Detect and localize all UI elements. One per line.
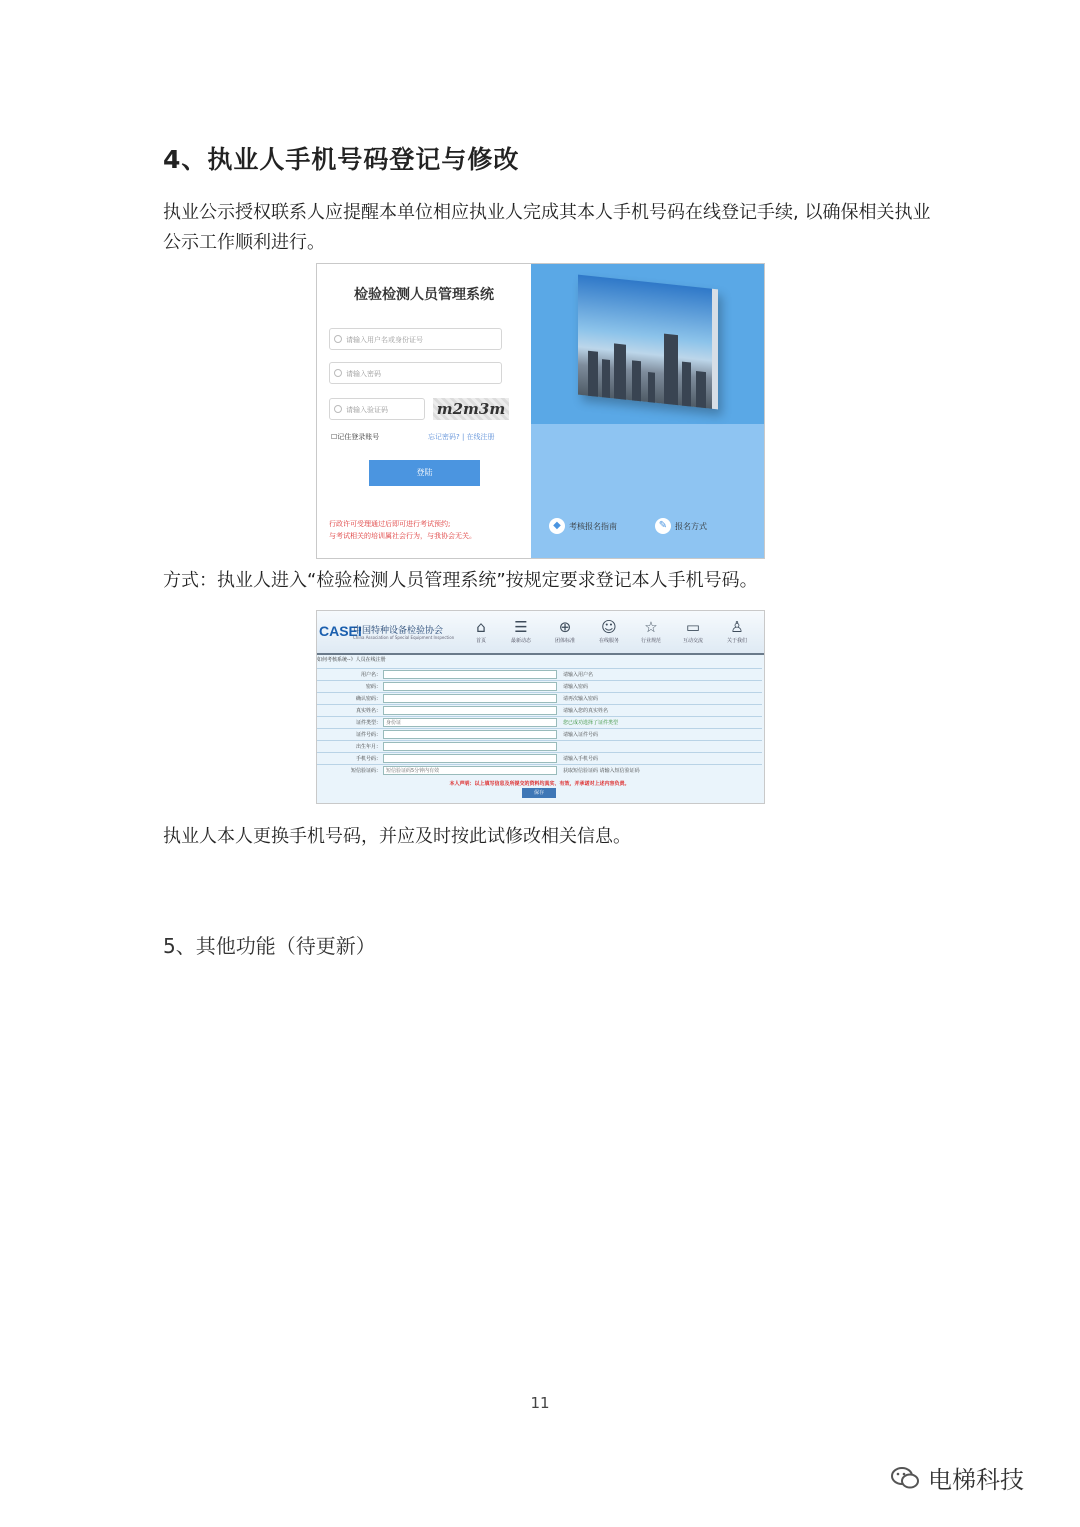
id-type-select[interactable]: 身份证 [383,718,557,727]
user-icon [334,335,342,343]
row-label: 确认密码： [355,696,381,702]
password-field[interactable] [383,682,557,691]
row-hint-success: 您已成功选择了证件类型 [563,720,619,726]
row-hint: 请输入您的真实姓名 [563,708,609,714]
intro-paragraph: 执业公示授权联系人应提醒本单位相应执业人完成其本人手机号码在线登记手续, 以确保相关执业公示工作顺利进行。 [163,202,931,253]
captcha-input[interactable] [329,398,425,420]
row-hint[interactable]: 获取短信验证码 请输入短信验证码 [563,768,640,774]
nav-news-label: 最新动态 [510,638,531,644]
row-hint: 请输入密码 [563,684,589,690]
nav-interaction-label: 互动交流 [682,638,703,644]
map-icon: ◆ [549,518,565,534]
city-skyline-image [578,275,718,410]
caption-update: 执业人本人更换手机号码，并应及时按此试修改相关信息。 [163,826,631,847]
confirm-password-field[interactable] [383,694,557,703]
nav-about-label: 关于我们 [726,638,747,644]
nav-industry-label: 行业规范 [640,638,661,644]
nav-standards-label: 团体标准 [554,638,575,644]
section-heading-5: 5、其他功能（待更新） [163,934,376,958]
id-number-field[interactable] [383,730,557,739]
form-row-sms-code [317,764,762,777]
mobile-field[interactable] [383,754,557,763]
nav-industry[interactable] [631,617,671,644]
nav-news[interactable] [501,617,541,644]
home-icon: ⌂ [476,618,486,636]
sms-code-field[interactable]: 短信验证码5分钟内有效 [383,766,557,775]
list-icon: ☰ [514,618,528,636]
notice-line-1: 行政许可受理通过后即可进行考试预约; [329,520,451,528]
shield-icon [334,405,342,413]
breadcrumb: 如何考核系统--》人员在线注册 [317,657,386,663]
exam-guide-link[interactable] [549,518,617,534]
login-screenshot [316,263,765,559]
person-add-icon: ♙ [730,618,744,636]
row-hint: 请再次输入密码 [563,696,599,702]
row-label: 真实姓名： [355,708,381,714]
registration-method-link[interactable] [655,518,707,534]
org-name-en: China Association of Special Equipment Inspection [353,635,455,640]
chat-icon: ▭ [685,618,701,636]
forgot-register-links[interactable]: 忘记密码? | 在线注册 [428,433,495,441]
pen-icon: ✎ [655,518,671,534]
org-name: 中国特种设备检验协会 [353,626,444,636]
system-title: 检验检测人员管理系统 [354,287,494,303]
password-placeholder: 请输入密码 [346,370,381,378]
nav-about[interactable] [717,617,757,644]
captcha-image[interactable]: m2m3m [433,398,509,420]
notice-line-2: 与考试相关的培训属社会行为，与我协会无关。 [329,532,476,540]
username-field[interactable] [383,670,557,679]
row-label: 证件号码： [355,732,381,738]
register-screenshot [316,610,765,804]
username-placeholder: 请输入用户名或身份证号 [346,336,423,344]
users-icon: ☺ [601,618,617,636]
row-label: 出生年月： [355,744,381,750]
save-button[interactable]: 保存 [522,788,556,798]
row-label: 用户名： [360,672,381,678]
captcha-placeholder: 请输入验证码 [346,406,388,414]
declaration: 本人声明：以上填写信息及所提交的资料均真实、有效，并承诺对上述内容负责。 [449,781,630,787]
globe-icon: ⊕ [558,618,572,636]
nav-home-label: 首页 [475,638,486,644]
row-label: 密码： [365,684,381,690]
casei-logo[interactable]: CASEI [319,623,362,639]
wechat-icon [890,1465,920,1491]
row-hint: 请输入手机号码 [563,756,599,762]
nav-online-service-label: 在线服务 [598,638,619,644]
row-label: 短信验证码： [350,768,381,774]
section-heading: 4、执业人手机号码登记与修改 [163,145,520,174]
login-notice [329,518,476,542]
remember-checkbox[interactable]: ☐记住登录账号 [331,433,380,441]
row-hint: 请输入用户名 [563,672,594,678]
real-name-field[interactable] [383,706,557,715]
lock-icon [334,369,342,377]
caption-method: 方式：执业人进入“检验检测人员管理系统”按规定要求登记本人手机号码。 [163,570,758,591]
row-hint: 请输入证件号码 [563,732,599,738]
brand-watermark [890,1460,1024,1495]
nav-interaction[interactable] [673,617,713,644]
star-icon: ☆ [644,618,658,636]
login-panel [317,264,531,558]
exam-guide-label: 考核报名指南 [569,521,617,531]
site-header [317,611,764,655]
row-label: 证件类型： [355,720,381,726]
login-banner [531,264,764,558]
brand-name: 电梯科技 [928,1466,1024,1494]
login-button[interactable]: 登陆 [369,460,480,486]
username-input[interactable] [329,328,502,350]
nav-online-service[interactable] [589,617,629,644]
page-number: 11 [530,1394,550,1412]
nav-home[interactable] [461,617,501,644]
registration-method-label: 报名方式 [675,521,707,531]
row-label: 手机号码： [355,756,381,762]
birth-field[interactable] [383,742,557,751]
password-input[interactable] [329,362,502,384]
nav-standards[interactable] [545,617,585,644]
